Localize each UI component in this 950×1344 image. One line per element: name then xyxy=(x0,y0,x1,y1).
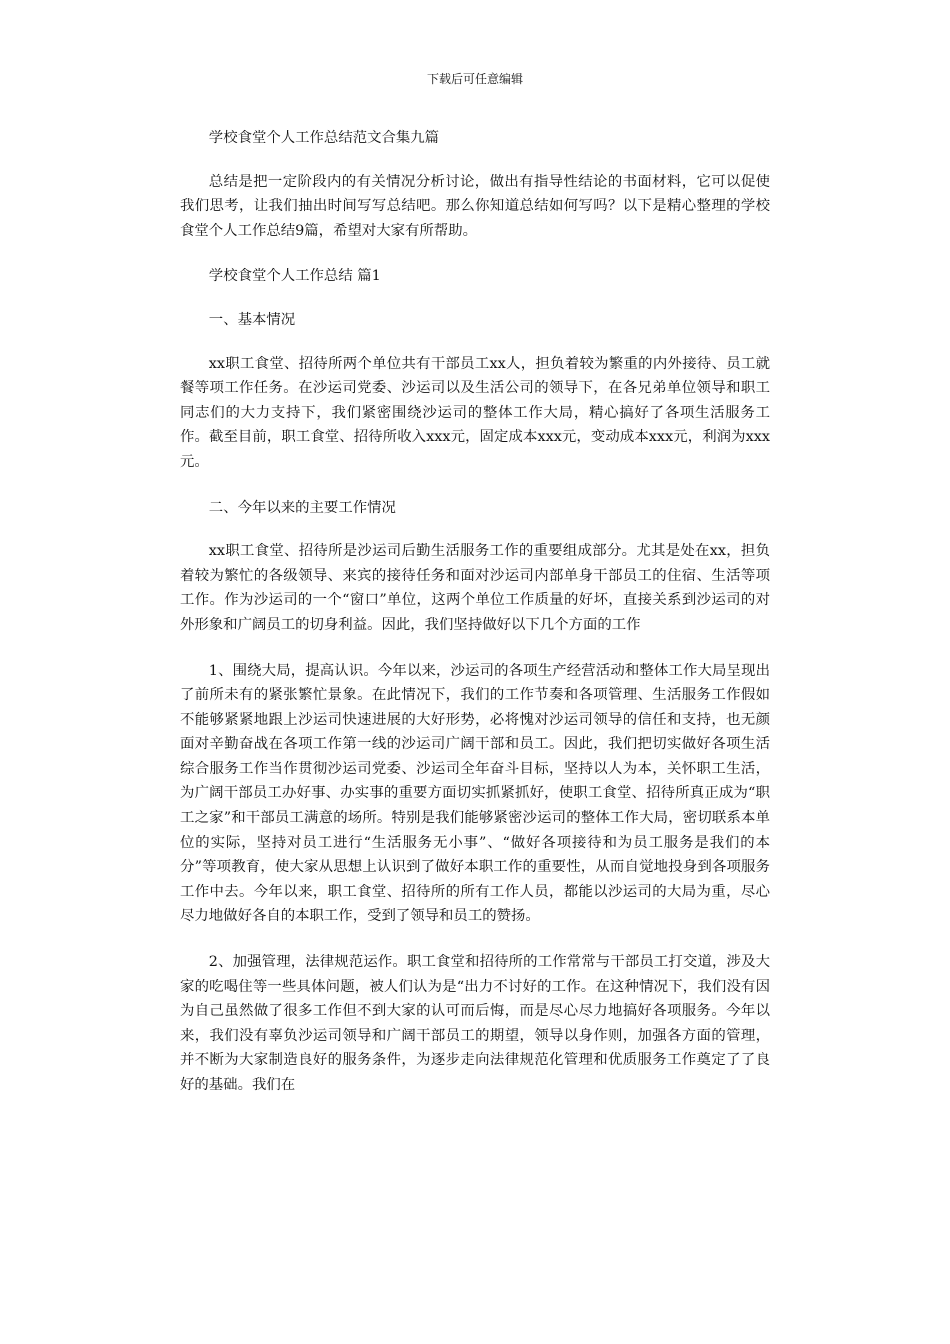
paragraph-item-2: 2、加强管理，法律规范运作。职工食堂和招待所的工作常常与干部员工打交道，涉及大家的吃喝住等一些具体问题，被人们认为是“出力不讨好的工作。在这种情况下，我们没有因为自己虽然做了很多工作但不到大家的认可而后悔，而是尽心尽力地搞好各项服务。今年以来，我们没有辜负沙运司领导和广阔干部员工的期望，领导以身作则，加强各方面的管理，并不断为大家制造良好的服务条件，为逐步走向法律规范化管理和优质服务工作奠定了了良好的基础。我们在 xyxy=(180,954,770,1093)
paragraph-item-1: 1、围绕大局，提高认识。今年以来，沙运司的各项生产经营活动和整体工作大局呈现出了前所未有的紧张繁忙景象。在此情况下，我们的工作节奏和各项管理、生活服务工作假如不能够紧紧地跟上沙运司快速进展的大好形势，必将愧对沙运司领导的信任和支持，也无颜面对辛勤奋战在各项工作第一线的沙运司广阔干部和员工。因此，我们把切实做好各项生活综合服务工作当作贯彻沙运司党委、沙运司全年奋斗目标，坚持以人为本，关怀职工生活，为广阔干部员工办好事、办实事的重要方面切实抓紧抓好，使职工食堂、招待所真正成为“职工之家”和干部员工满意的场所。特别是我们能够紧密沙运司的整体工作大局，密切联系本单位的实际，坚持对员工进行“生活服务无小事”、“做好各项接待和为员工服务是我们的本分”等项教育，使大家从思想上认识到了做好本职工作的重要性，从而自觉地投身到各项服务工作中去。今年以来，职工食堂、招待所的所有工作人员，都能以沙运司的大局为重，尽心尽力地做好各自的本职工作，受到了领导和员工的赞扬。 xyxy=(180,662,770,925)
intro-paragraph: 总结是把一定阶段内的有关情况分析讨论，做出有指导性结论的书面材料，它可以促使我们思考，让我们抽出时间写写总结吧。那么你知道总结如何写吗？以下是精心整理的学校食堂个人工作总结9篇，希望对大家有所帮助。 xyxy=(180,173,770,239)
paragraph-main-work: xx职工食堂、招待所是沙运司后勤生活服务工作的重要组成部分。尤其是处在xx，担负着较为繁忙的各级领导、来宾的接待任务和面对沙运司内部单身干部员工的住宿、生活等项工作。作为沙运司的一个“窗口”单位，这两个单位工作质量的好坏，直接关系到沙运司的对外形象和广阔员工的切身利益。因此，我们坚持做好以下几个方面的工作 xyxy=(180,543,770,633)
heading-basic-situation: 一、基本情况 xyxy=(208,311,296,328)
paragraph-basic-situation: xx职工食堂、招待所两个单位共有干部员工xx人，担负着较为繁重的内外接待、员工就餐等项工作任务。在沙运司党委、沙运司以及生活公司的领导下，在各兄弟单位领导和职工同志们的大力支持下，我们紧密围绕沙运司的整体工作大局，精心搞好了各项生活服务工作。截至目前，职工食堂、招待所收入xxx元，固定成本xxx元，变动成本xxx元，利润为xxx元。 xyxy=(180,355,770,470)
heading-main-work: 二、今年以来的主要工作情况 xyxy=(208,499,396,516)
document-body xyxy=(180,126,770,1119)
document-title: 学校食堂个人工作总结范文合集九篇 xyxy=(208,130,440,146)
header-note: 下载后可任意编辑 xyxy=(426,72,523,86)
section-title: 学校食堂个人工作总结 篇1 xyxy=(208,268,381,285)
